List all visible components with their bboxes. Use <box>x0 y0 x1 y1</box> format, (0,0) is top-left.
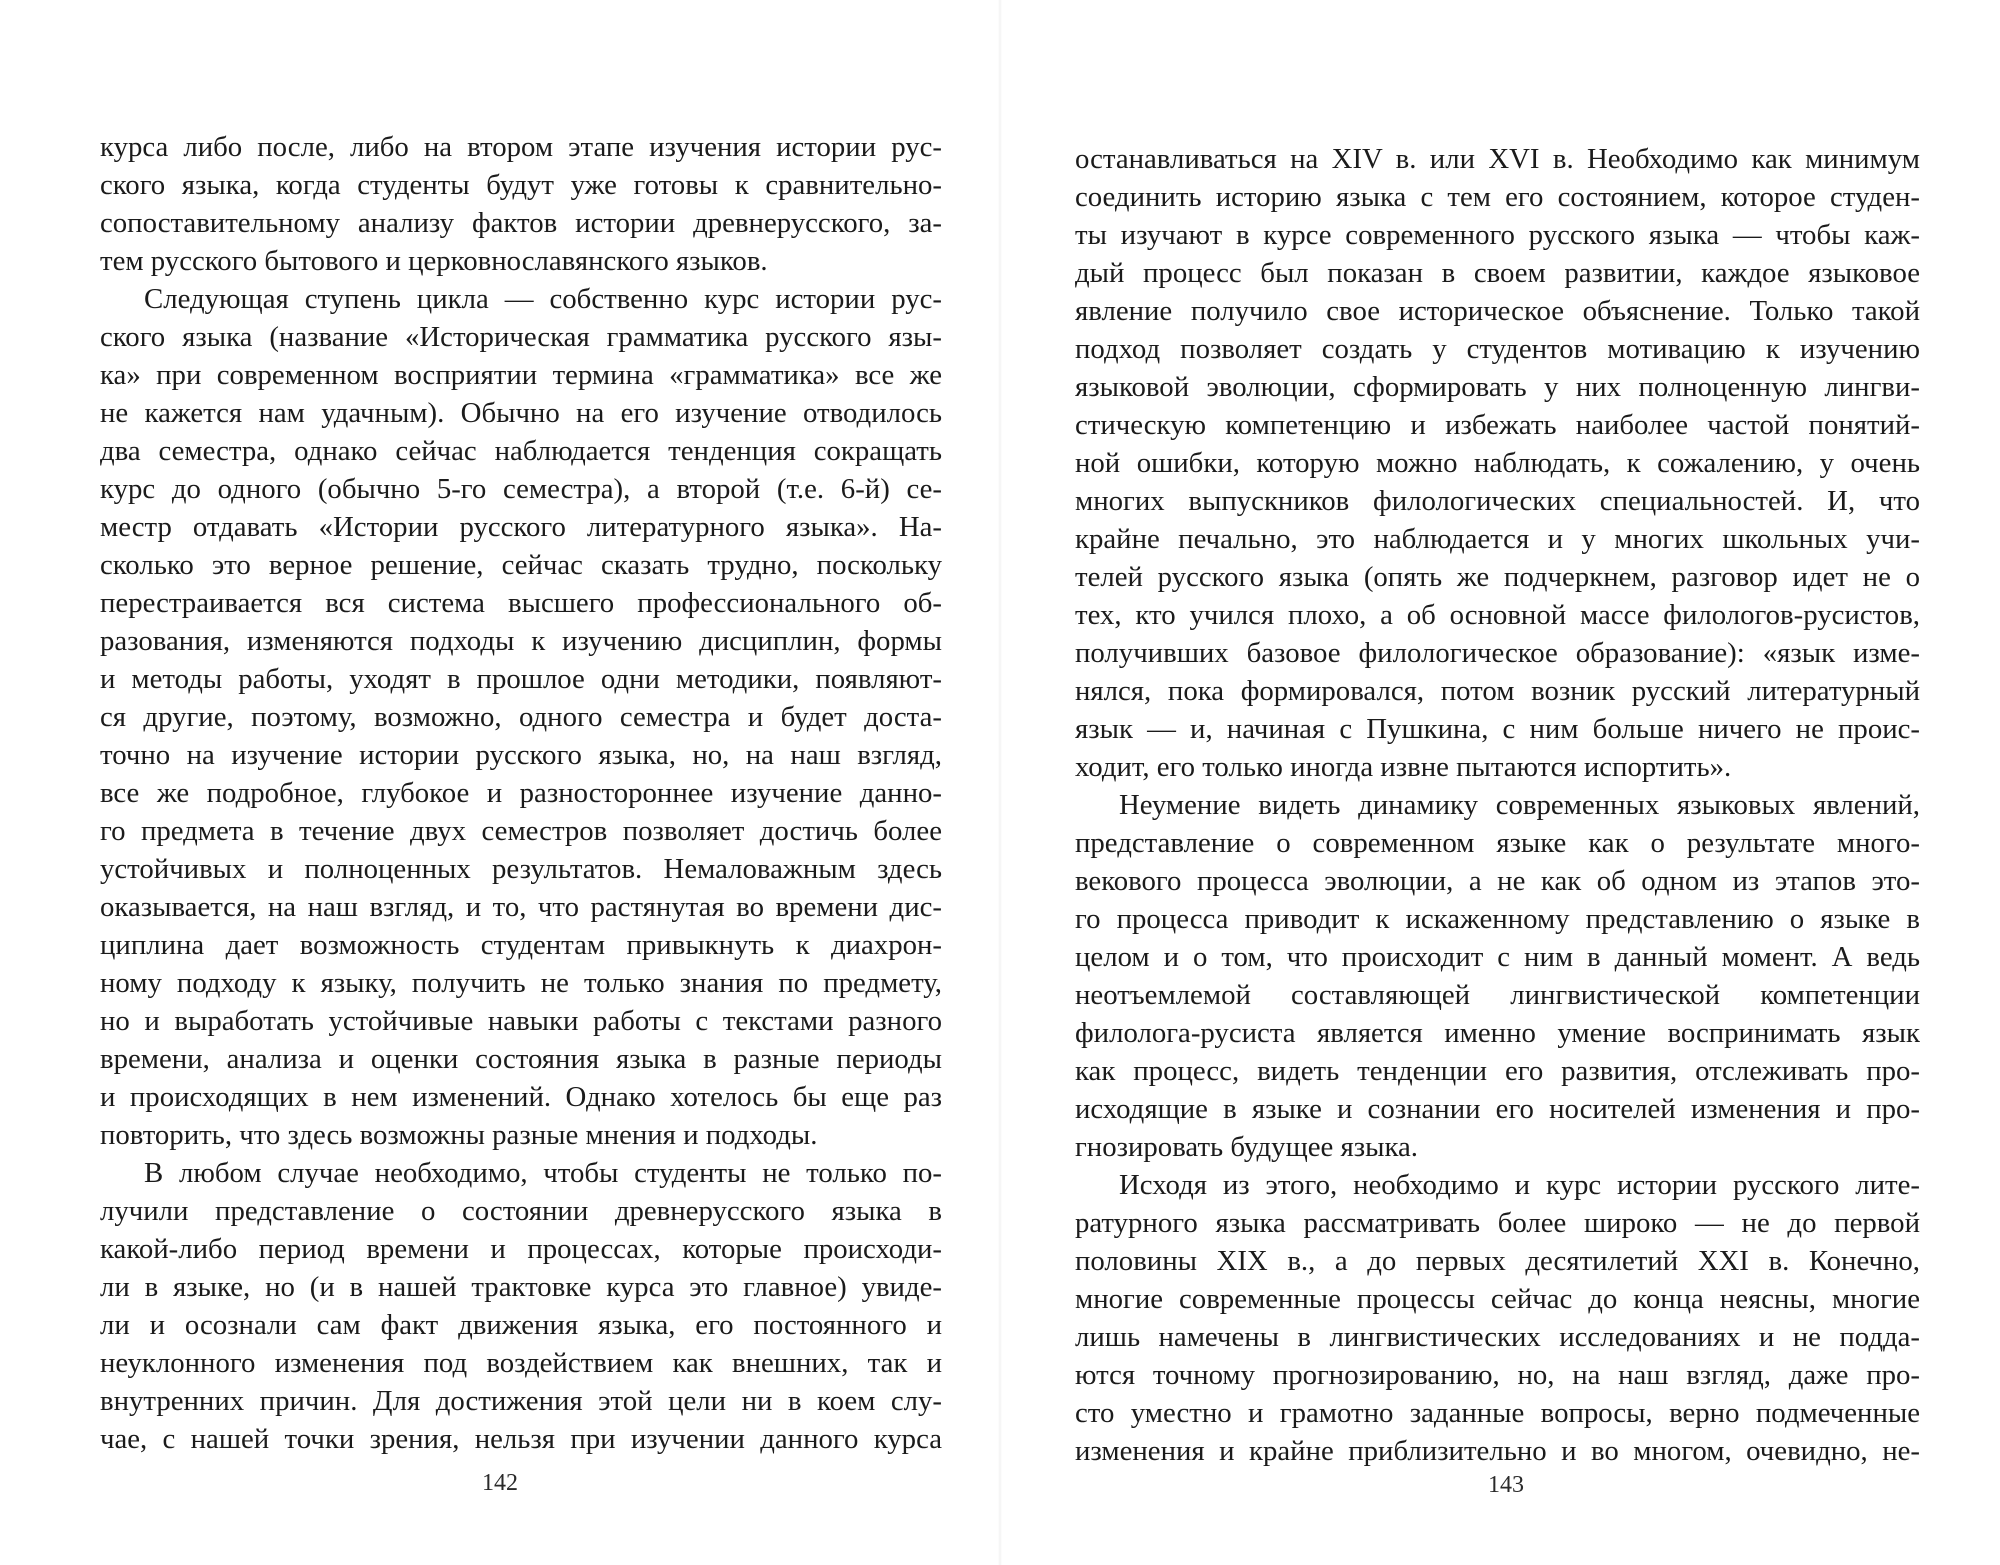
text-line: как процесс, видеть тенденции его развития, отслеживать про- <box>1075 1055 1920 1087</box>
text-line: сколько это верное решение, сейчас сказать трудно, поскольку <box>100 549 942 581</box>
text-line: соединить историю языка с тем его состоянием, которое студен- <box>1075 181 1920 213</box>
page-number: 143 <box>1488 1472 1524 1498</box>
text-line: стическую компетенцию и избежать наиболее частой понятий- <box>1075 409 1920 441</box>
text-line: представление о современном языке как о результате много- <box>1075 827 1920 859</box>
right-page <box>1000 0 2000 1565</box>
text-line: подход позволяет создать у студентов мотивацию к изучению <box>1075 333 1920 365</box>
text-line: ся другие, поэтому, возможно, одного семестра и будет доста- <box>100 701 942 733</box>
text-line: сопоставительному анализу фактов истории древнерусского, за- <box>100 207 942 239</box>
text-line: языковой эволюции, сформировать у них полноценную лингви- <box>1075 371 1920 403</box>
text-line: язык — и, начиная с Пушкина, с ним больше ничего не проис- <box>1075 713 1920 745</box>
text-line: ются точному прогнозированию, но, на наш взгляд, даже про- <box>1075 1359 1920 1391</box>
text-line: многие современные процессы сейчас до конца неясны, многие <box>1075 1283 1920 1315</box>
text-line: ратурного языка рассматривать более широко — не до первой <box>1075 1207 1920 1239</box>
text-line: векового процесса эволюции, а не как об одном из этапов это- <box>1075 865 1920 897</box>
text-line: два семестра, однако сейчас наблюдается тенденция сокращать <box>100 435 942 467</box>
text-line: ному подходу к языку, получить не только знания по предмету, <box>100 967 942 999</box>
text-line: нялся, пока формировался, потом возник русский литературный <box>1075 675 1920 707</box>
text-line: ной ошибки, которую можно наблюдать, к сожалению, у очень <box>1075 447 1920 479</box>
text-line: оказывается, на наш взгляд, и то, что растянутая во времени дис- <box>100 891 942 923</box>
text-line: ходит, его только иногда извне пытаются испортить». <box>1075 751 1732 783</box>
text-line: местр отдавать «Истории русского литературного языка». На- <box>100 511 942 543</box>
text-line: тех, кто учился плохо, а об основной массе филологов-русистов, <box>1075 599 1920 631</box>
text-line: филолога-русиста является именно умение воспринимать язык <box>1075 1017 1920 1049</box>
text-line: крайне печально, это наблюдается и у многих школьных учи- <box>1075 523 1920 555</box>
text-line: не кажется нам удачным). Обычно на его изучение отводилось <box>100 397 942 429</box>
text-line: го предмета в течение двух семестров позволяет достичь более <box>100 815 942 847</box>
text-line: явление получило свое историческое объяснение. Только такой <box>1075 295 1920 327</box>
text-line: тем русского бытового и церковнославянского языков. <box>100 245 768 277</box>
text-line: и происходящих в нем изменений. Однако хотелось бы еще раз <box>100 1081 942 1113</box>
text-line: все же подробное, глубокое и разностороннее изучение данно- <box>100 777 942 809</box>
text-line: курса либо после, либо на втором этапе изучения истории рус- <box>100 131 942 163</box>
text-line: ского языка (название «Историческая грамматика русского язы- <box>100 321 942 353</box>
text-line: телей русского языка (опять же подчеркнем, разговор идет не о <box>1075 561 1920 593</box>
text-line: изменения и крайне приблизительно и во многом, очевидно, не- <box>1075 1435 1920 1467</box>
text-line: устойчивых и полноценных результатов. Немаловажным здесь <box>100 853 942 885</box>
text-line: какой-либо период времени и процессах, которые происходи- <box>100 1233 942 1265</box>
text-line: времени, анализа и оценки состояния языка в разные периоды <box>100 1043 942 1075</box>
text-line: лучили представление о состоянии древнерусского языка в <box>100 1195 942 1227</box>
text-line: ли в языке, но (и в нашей трактовке курса это главное) увиде- <box>100 1271 942 1303</box>
text-line: половины XIX в., а до первых десятилетий XXI в. Конечно, <box>1075 1245 1920 1277</box>
text-line: ка» при современном восприятии термина «грамматика» все же <box>100 359 942 391</box>
text-line: и методы работы, уходят в прошлое одни методики, появляют- <box>100 663 942 695</box>
text-line: го процесса приводит к искаженному представлению о языке в <box>1075 903 1920 935</box>
text-line: повторить, что здесь возможны разные мнения и подходы. <box>100 1119 818 1151</box>
text-line: точно на изучение истории русского языка, но, на наш взгляд, <box>100 739 942 771</box>
text-line: циплина дает возможность студентам привыкнуть к диахрон- <box>100 929 942 961</box>
text-line: Исходя из этого, необходимо и курс истории русского лите- <box>1119 1169 1920 1201</box>
text-line: но и выработать устойчивые навыки работы с текстами разного <box>100 1005 942 1037</box>
text-line: перестраивается вся система высшего профессионального об- <box>100 587 942 619</box>
text-line: разования, изменяются подходы к изучению дисциплин, формы <box>100 625 942 657</box>
text-line: сто уместно и грамотно заданные вопросы, верно подмеченные <box>1075 1397 1920 1429</box>
text-line: гнозировать будущее языка. <box>1075 1131 1419 1163</box>
text-line: многих выпускников филологических специальностей. И, что <box>1075 485 1920 517</box>
text-line: Неумение видеть динамику современных языковых явлений, <box>1119 789 1920 821</box>
text-line: исходящие в языке и сознании его носителей изменения и про- <box>1075 1093 1920 1125</box>
text-line: чае, с нашей точки зрения, нельзя при изучении данного курса <box>100 1423 942 1455</box>
text-line: дый процесс был показан в своем развитии, каждое языковое <box>1075 257 1920 289</box>
text-line: ли и осознали сам факт движения языка, его постоянного и <box>100 1309 942 1341</box>
text-line: внутренних причин. Для достижения этой цели ни в коем слу- <box>100 1385 942 1417</box>
text-line: неуклонного изменения под воздействием как внешних, так и <box>100 1347 942 1379</box>
text-line: лишь намечены в лингвистических исследованиях и не подда- <box>1075 1321 1920 1353</box>
text-line: целом и о том, что происходит с ним в данный момент. А ведь <box>1075 941 1920 973</box>
text-line: получивших базовое филологическое образование): «язык изме- <box>1075 637 1920 669</box>
text-line: ты изучают в курсе современного русского языка — чтобы каж- <box>1075 219 1920 251</box>
text-line: ского языка, когда студенты будут уже готовы к сравнительно- <box>100 169 942 201</box>
page-number: 142 <box>482 1470 518 1496</box>
text-line: курс до одного (обычно 5-го семестра), а второй (т.е. 6-й) се- <box>100 473 942 505</box>
text-line: Следующая ступень цикла — собственно курс истории рус- <box>144 283 942 315</box>
text-line: останавливаться на XIV в. или XVI в. Необходимо как минимум <box>1075 143 1920 175</box>
text-line: В любом случае необходимо, чтобы студенты не только по- <box>144 1157 942 1189</box>
text-line: неотъемлемой составляющей лингвистической компетенции <box>1075 979 1920 1011</box>
